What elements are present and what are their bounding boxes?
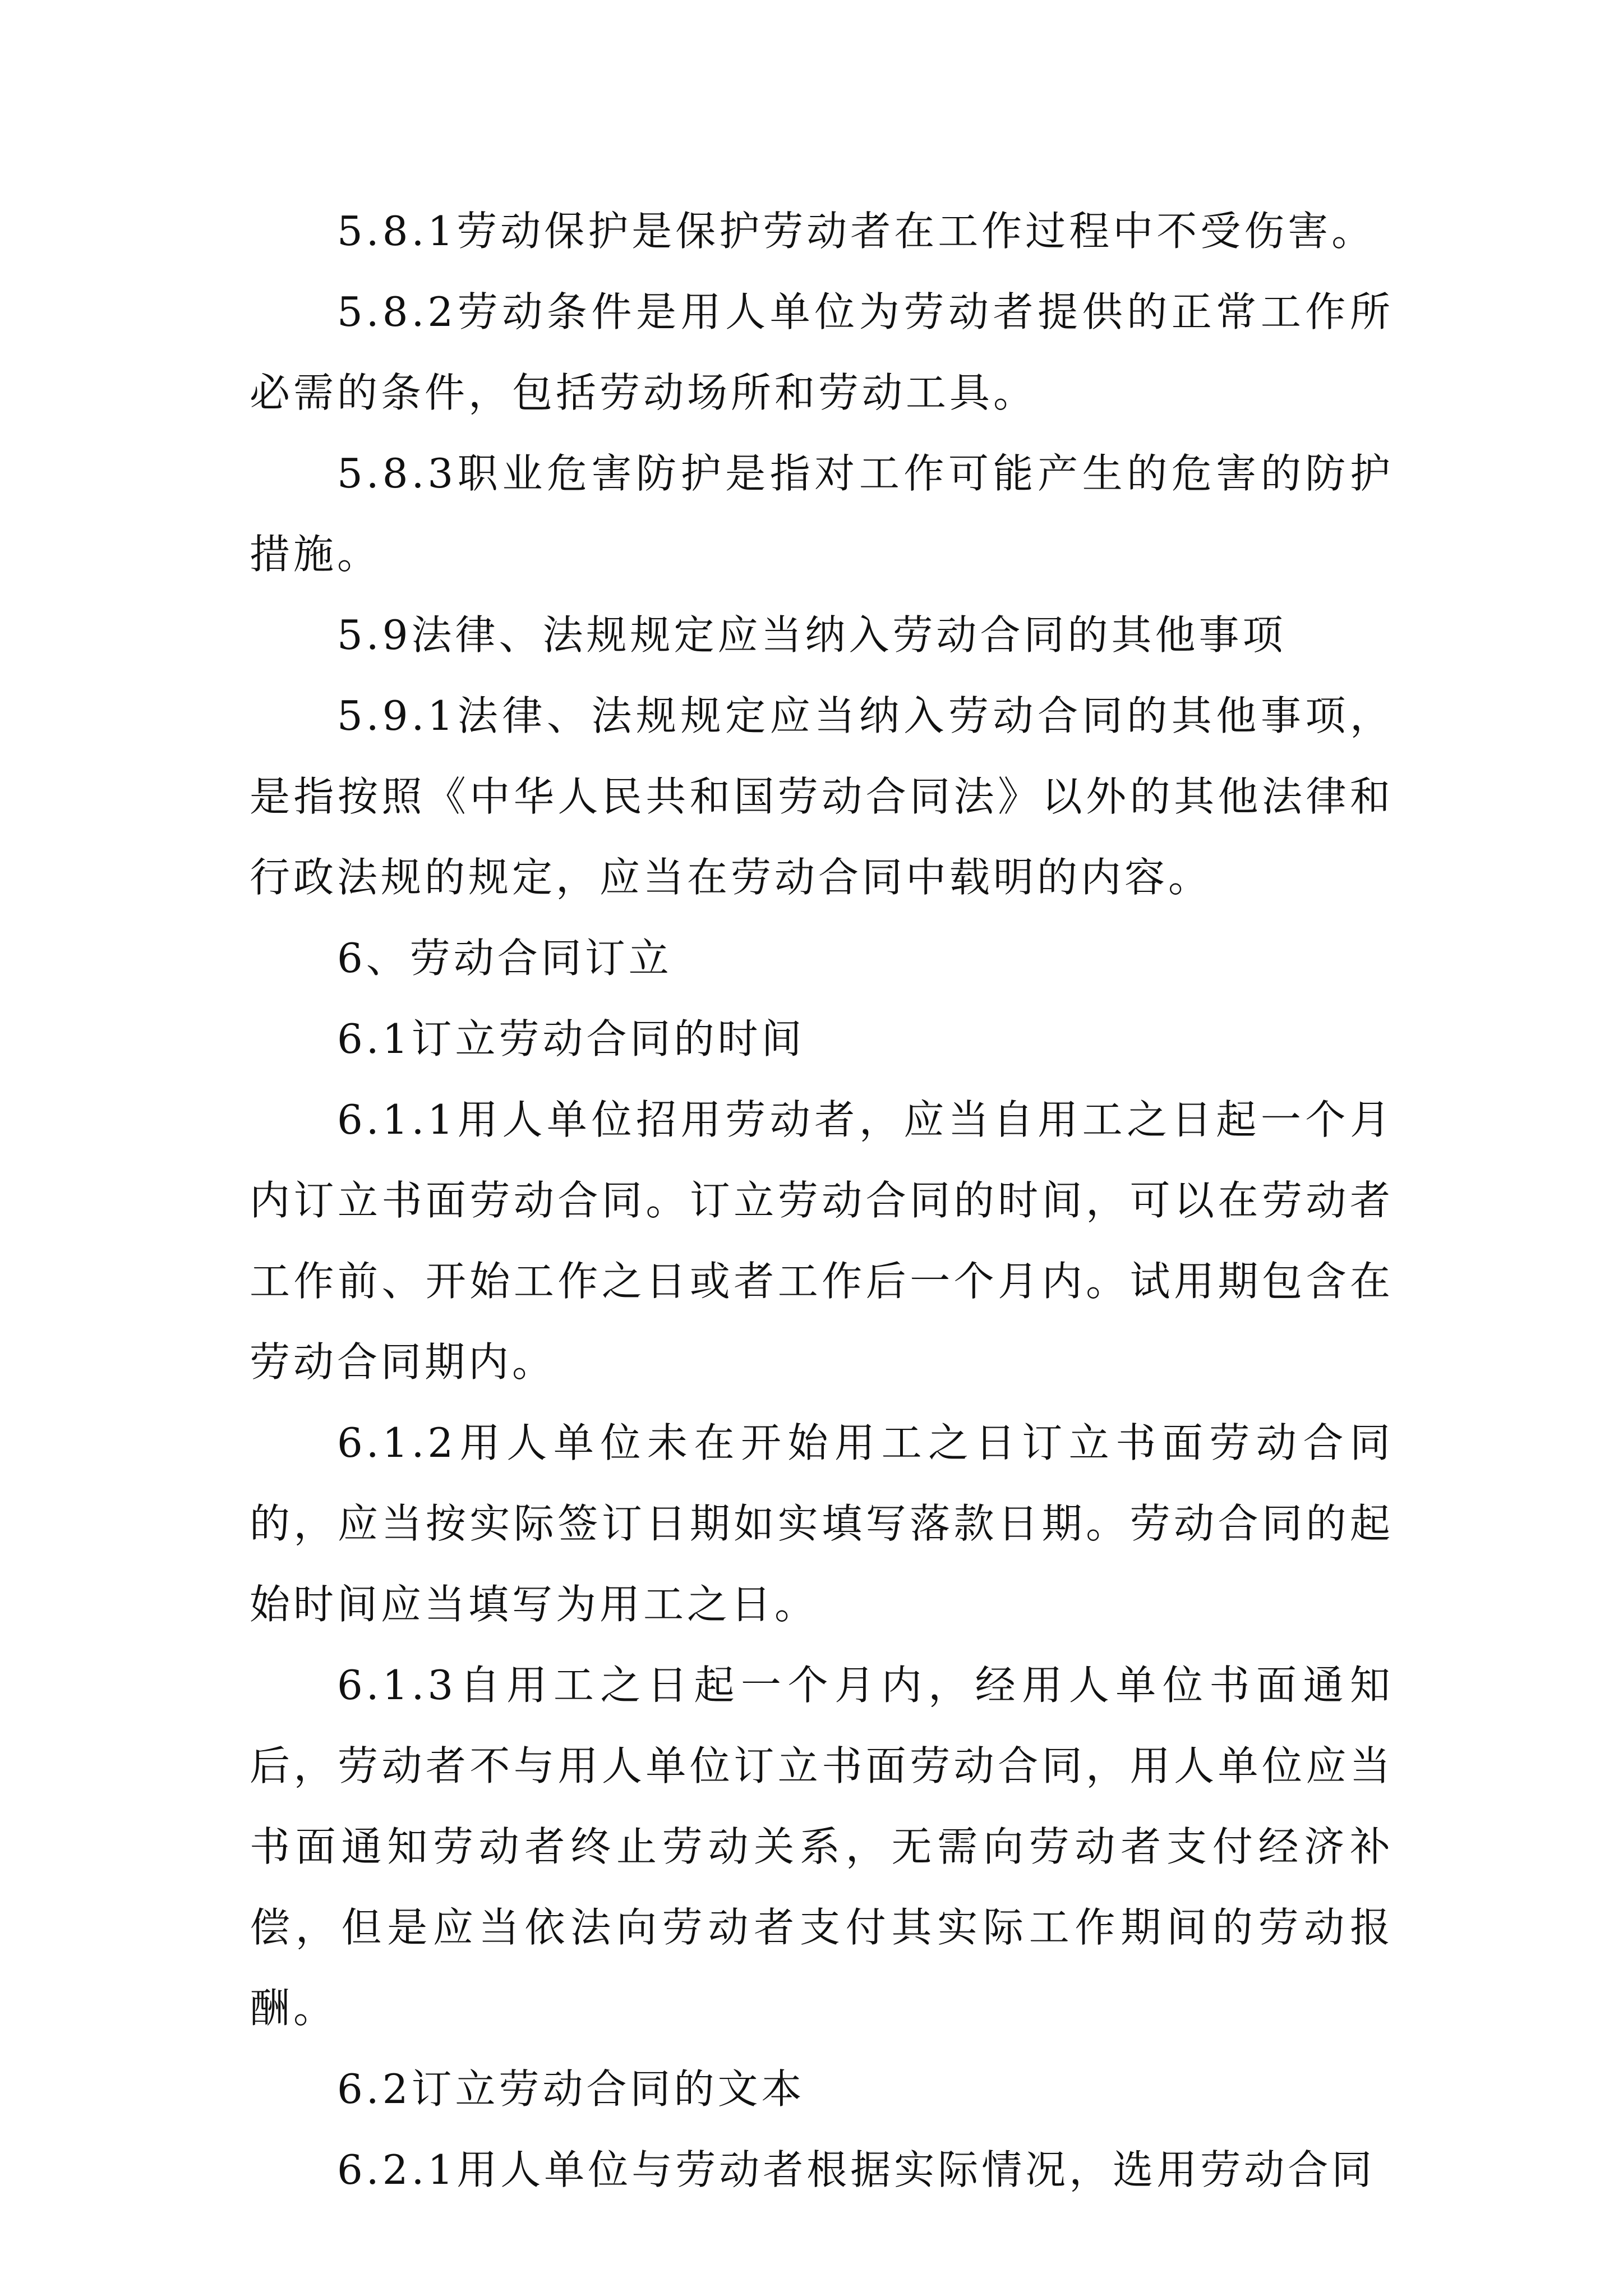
paragraph-5-8-1: 5.8.1劳动保护是保护劳动者在工作过程中不受伤害。 <box>337 208 1376 255</box>
paragraph-6-1-3: 6.1.3自用工之日起一个月内，经用人单位书面通知后，劳动者不与用人单位订立书面劳动合同，用人单位应当书面通知劳动者终止劳动关系，无需向劳动者支付经济补偿，但是应当依法向劳动者支付其实际工作期间的劳动报酬。 <box>250 1662 1394 2032</box>
document-body <box>250 191 1394 2210</box>
paragraph-6-1-2: 6.1.2用人单位未在开始用工之日订立书面劳动合同的，应当按实际签订日期如实填写落款日期。劳动合同的起始时间应当填写为用工之日。 <box>250 1419 1394 1628</box>
paragraph-6-2-1: 6.2.1用人单位与劳动者根据实际情况，选用劳动合同 <box>337 2146 1376 2193</box>
section-heading-6-1: 6.1订立劳动合同的时间 <box>337 1015 805 1062</box>
section-heading-5-9: 5.9法律、法规规定应当纳入劳动合同的其他事项 <box>337 611 1287 659</box>
chapter-heading-6: 6、劳动合同订立 <box>337 935 672 982</box>
paragraph-5-8-2: 5.8.2劳动条件是用人单位为劳动者提供的正常工作所必需的条件，包括劳动场所和劳动工具。 <box>250 288 1394 416</box>
section-heading-6-2: 6.2订立劳动合同的文本 <box>337 2065 805 2113</box>
paragraph-5-8-3: 5.8.3职业危害防护是指对工作可能产生的危害的防护措施。 <box>250 450 1394 578</box>
paragraph-5-9-1: 5.9.1法律、法规规定应当纳入劳动合同的其他事项，是指按照《中华人民共和国劳动合同法》以外的其他法律和行政法规的规定，应当在劳动合同中载明的内容。 <box>250 692 1394 901</box>
paragraph-6-1-1: 6.1.1用人单位招用劳动者，应当自用工之日起一个月内订立书面劳动合同。订立劳动合同的时间，可以在劳动者工作前、开始工作之日或者工作后一个月内。试用期包含在劳动合同期内。 <box>250 1096 1394 1386</box>
